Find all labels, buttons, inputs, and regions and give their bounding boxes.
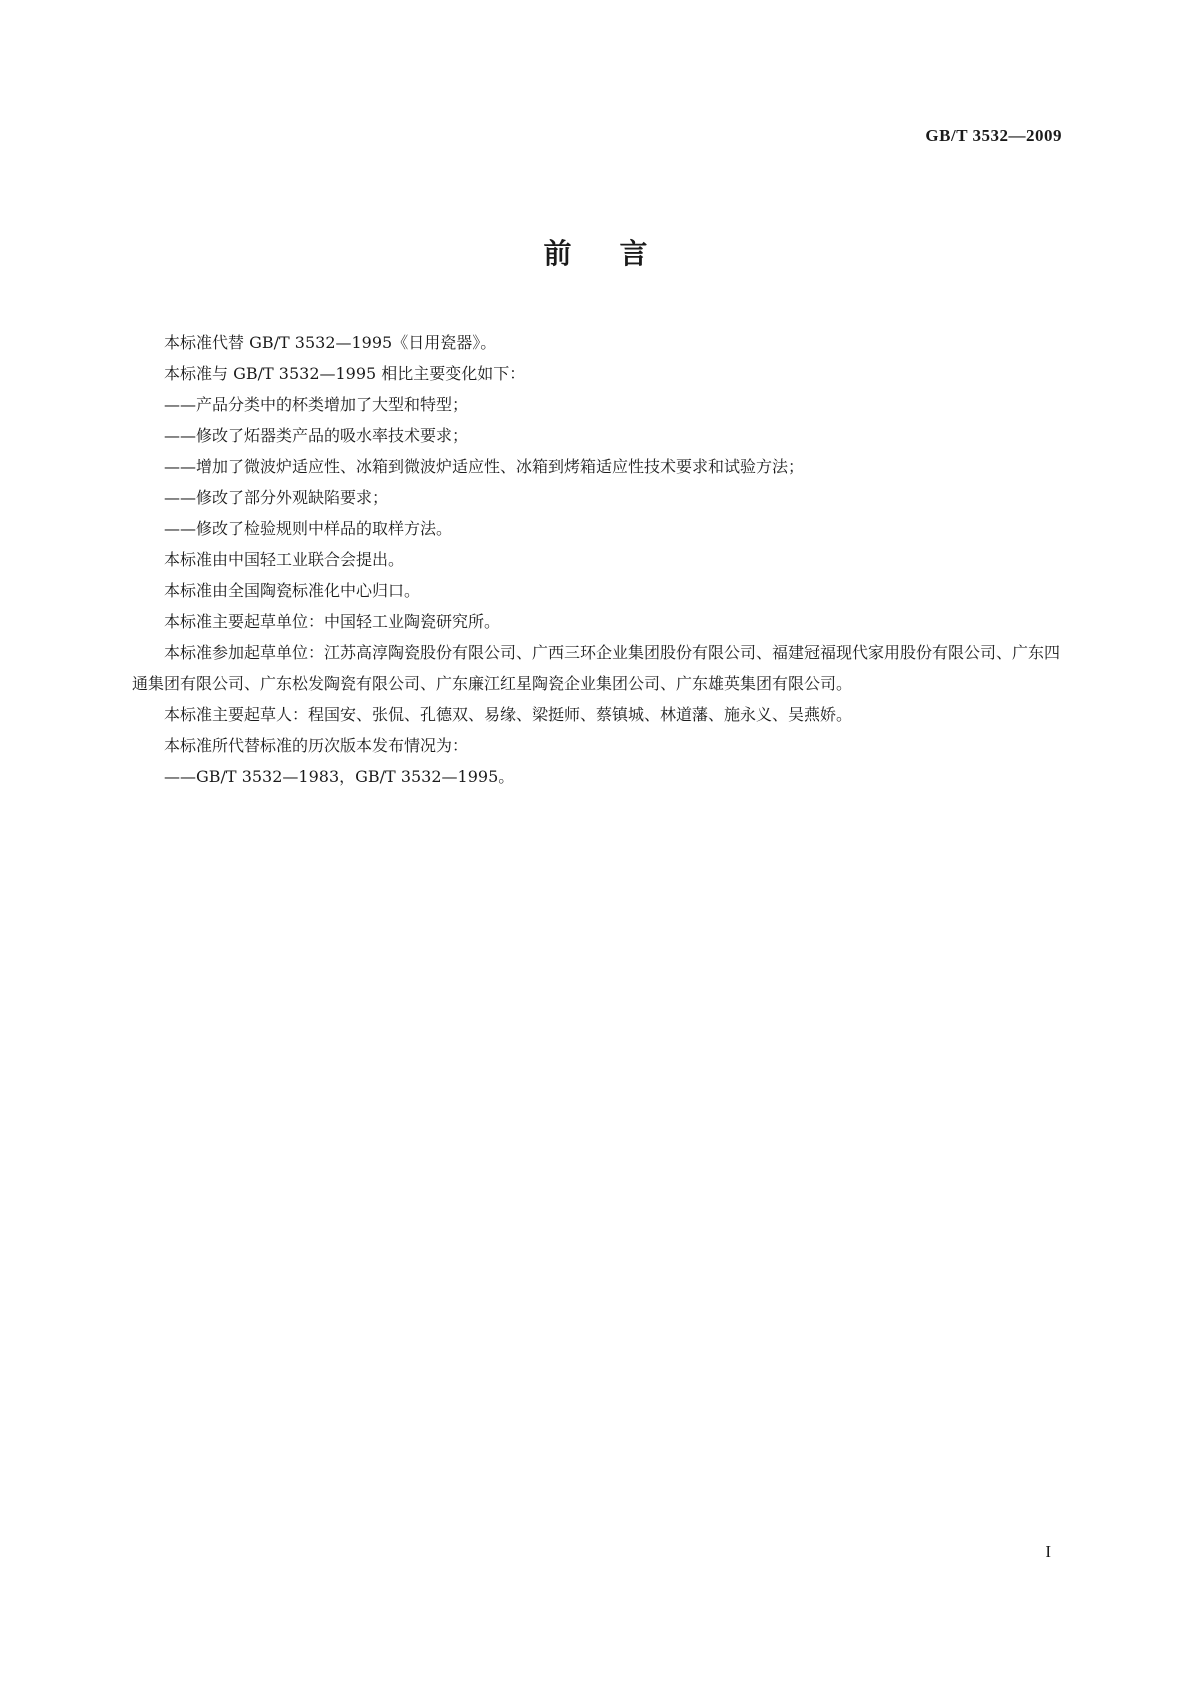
- standard-code: GB/T 3532—2009: [925, 126, 1062, 145]
- paragraph-previous-versions: 本标准所代替标准的历次版本发布情况为：: [164, 736, 469, 755]
- change-item: ——修改了检验规则中样品的取样方法。: [164, 519, 453, 538]
- change-item: ——产品分类中的杯类增加了大型和特型；: [164, 395, 469, 414]
- paragraph-changes-intro: 本标准与 GB/T 3532—1995 相比主要变化如下：: [164, 364, 526, 383]
- page-title: 前言: [543, 237, 696, 270]
- paragraph-centralized-by: 本标准由全国陶瓷标准化中心归口。: [164, 581, 421, 600]
- paragraph-replaces: 本标准代替 GB/T 3532—1995《日用瓷器》。: [164, 333, 497, 352]
- paragraph-participating-units: 本标准参加起草单位：江苏高淳陶瓷股份有限公司、广西三环企业集团股份有限公司、福建冠福现代家用股份有限公司、广东四通集团有限公司、广东松发陶瓷有限公司、广东廉江红星陶瓷企业集团公司、广东雄英集团有限公司。: [132, 643, 1061, 693]
- previous-version-item: ——GB/T 3532—1983，GB/T 3532—1995。: [164, 767, 515, 786]
- change-item: ——修改了部分外观缺陷要求；: [164, 488, 389, 507]
- paragraph-proposed-by: 本标准由中国轻工业联合会提出。: [164, 550, 405, 569]
- change-item: ——修改了炻器类产品的吸水率技术要求；: [164, 426, 469, 445]
- paragraph-main-drafting-unit: 本标准主要起草单位：中国轻工业陶瓷研究所。: [164, 612, 501, 631]
- page-number: I: [1045, 1542, 1051, 1561]
- change-item: ——增加了微波炉适应性、冰箱到微波炉适应性、冰箱到烤箱适应性技术要求和试验方法；: [164, 457, 805, 476]
- paragraph-main-drafters: 本标准主要起草人：程国安、张侃、孔德双、易缘、梁挺师、蔡镇城、林道藩、施永义、吴燕娇。: [164, 705, 853, 724]
- foreword-body: [132, 327, 1060, 792]
